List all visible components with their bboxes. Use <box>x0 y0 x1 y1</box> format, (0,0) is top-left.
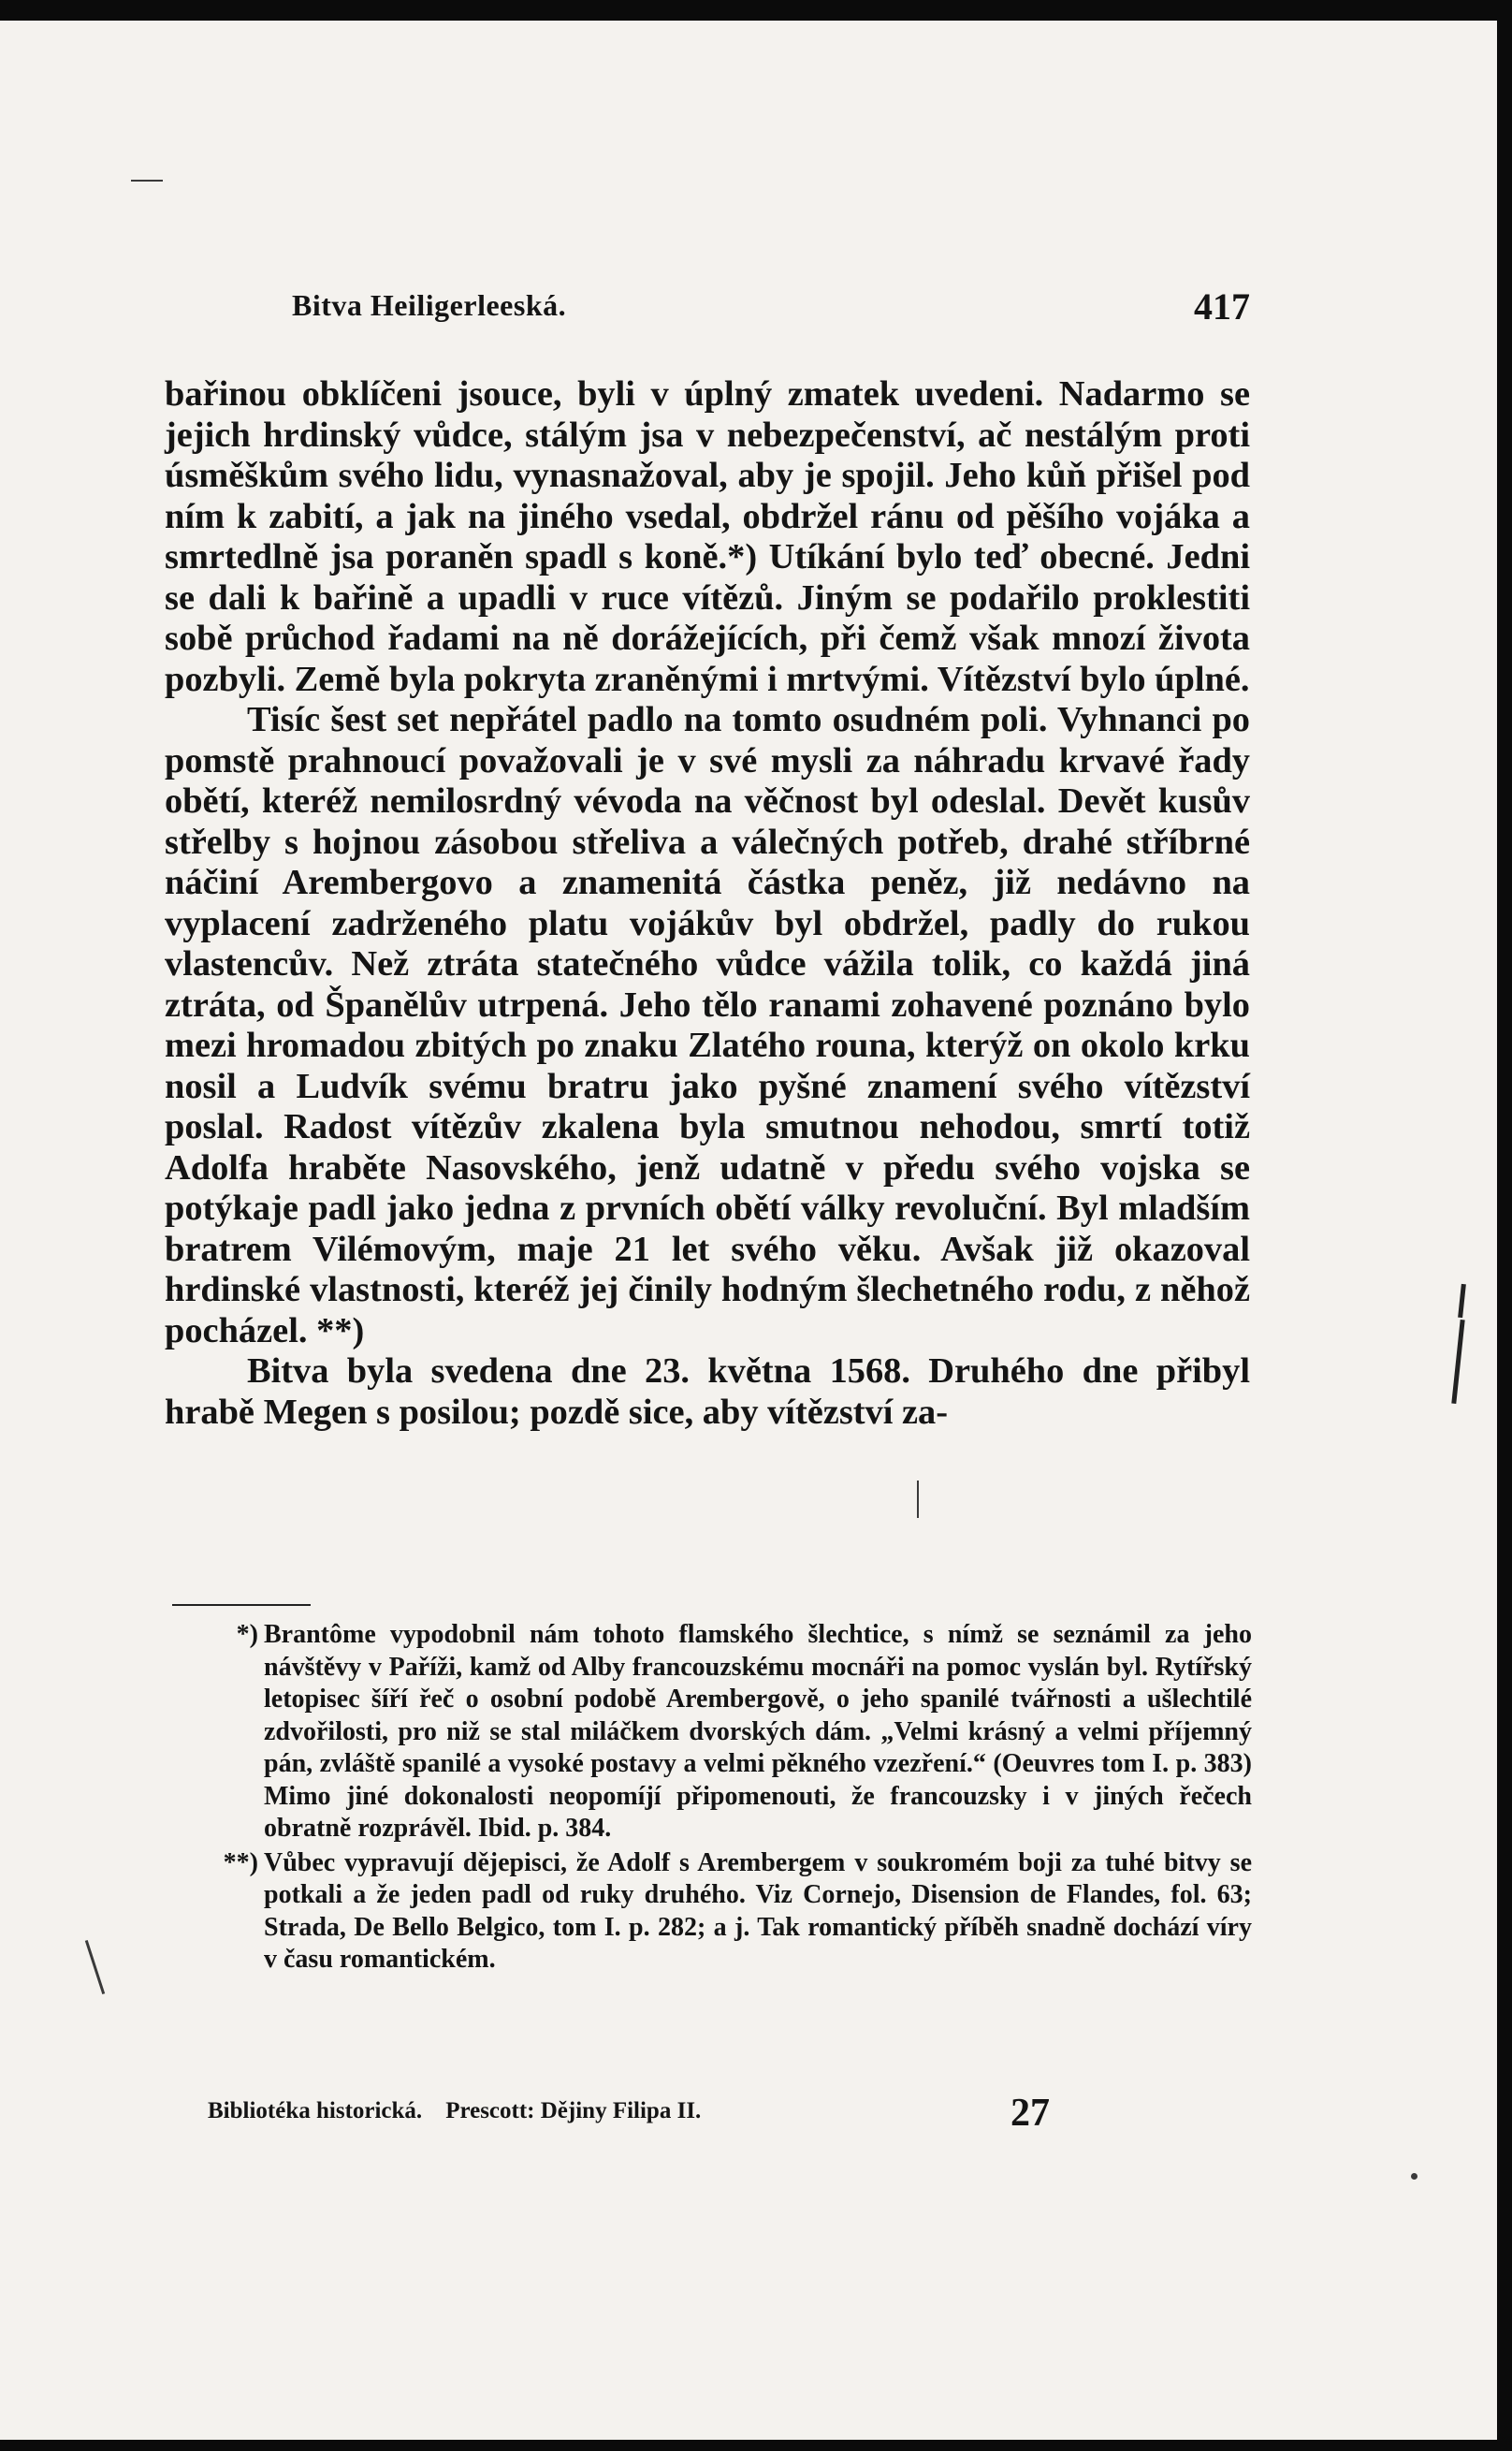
footnote-mark: *) <box>236 1620 258 1649</box>
page-footer <box>208 2091 1069 2137</box>
footnote-mark: **) <box>223 1847 258 1877</box>
scan-speck <box>131 180 163 182</box>
book-page <box>0 21 1497 2440</box>
footnote-rule <box>172 1604 311 1606</box>
running-title: Bitva Heiligerleeská. <box>292 288 567 322</box>
page-header <box>292 271 1250 328</box>
paragraph: bařinou obklíčeni jsouce, byli v úplný zmatek uvedeni. Nadarmo se jejich hrdinský vůdce, stálým jsa v nebezpečenství, ač nestálým proti úsměškům svého lidu, vynasnažoval, aby je spojil. Jeho kůň přišel pod ním k zabití, a jak na jiného vsedal, obdržel ránu od pěšího vojáka a smrtedlně jsa poraněn spadl s koně.*) Utíkání bylo teď obecné. Jedni se dali k bařině a upadli v ruce vítězů. Jiným se podařilo proklestiti sobě průchod řadami na ně dorážejících, při čemž však mnozí života pozbyli. Země byla pokryta zraněnými i mrtvými. Vítězství bylo úplné. <box>165 374 1250 699</box>
footnote <box>200 1619 1252 1846</box>
scan-speck <box>917 1481 919 1518</box>
paragraph: Bitva byla svedena dne 23. května 1568. Druhého dne přibyl hrabě Megen s posilou; pozdě sice, aby vítězství za- <box>165 1351 1250 1432</box>
main-text <box>165 374 1250 1433</box>
page-number: 417 <box>1194 285 1250 328</box>
footnote <box>200 1847 1252 1977</box>
paragraph: Tisíc šest set nepřátel padlo na tomto osudném poli. Vyhnanci po pomstě prahnoucí považovali je v své mysli za náhradu krvavé řady obětí, kteréž nemilosrdný vévoda na věčnost byl odeslal. Devět kusův střelby s hojnou zásobou střeliva a válečných potřeb, drahé stříbrné náčiní Arembergovo a znamenitá částka peněz, již nedávno na vyplacení zadrženého platu vojákův byl obdržel, padly do rukou vlastencův. Než ztráta statečného vůdce vážila tolik, co každá jiná ztráta, od Španělův utrpená. Jeho tělo ranami zohavené poznáno bylo mezi hromadou zbitých po znaku Zlatého rouna, kterýž on okolo krku nosil a Ludvík svému bratru jako pyšné znamení svého vítězství poslal. Radost vítězův zkalena byla smutnou nehodou, smrtí totiž Adolfa hraběte Nasovského, jenž udatně v předu svého vojska se potýkaje padl jako jedna z prvních obětí války revoluční. Byl mladším bratrem Vilémovým, maje 21 let svého věku. Avšak již okazoval hrdinské vlastnosti, kteréž jej činily hodným šlechetného rodu, z něhož pocházel. **) <box>165 700 1250 1350</box>
footer-imprint <box>208 2098 701 2124</box>
footnote-text: Vůbec vypravují dějepisci, že Adolf s Arembergem v soukromém boji za tuhé bitvy se potkali a že jeden padl od ruky druhého. Viz Cornejo, Disension de Flandes, fol. 63; Strada, De Bello Belgico, tom I. p. 282; a j. Tak romantický příběh snadně dochází víry v času romantickém. <box>264 1847 1252 1974</box>
series-name: Bibliotéka historická. <box>208 2098 423 2123</box>
margin-pencil-mark <box>1458 1284 1466 1318</box>
signature-number: 27 <box>1010 2092 1050 2135</box>
scan-speck <box>1411 2173 1418 2180</box>
scan-speck <box>85 1940 105 1994</box>
footnotes <box>200 1619 1252 1978</box>
margin-pencil-mark <box>1451 1320 1464 1404</box>
author-title: Prescott: Dějiny Filipa II. <box>445 2098 702 2123</box>
footnote-text: Brantôme vypodobnil nám tohoto flamského šlechtice, s nímž se seznámil za jeho návštěvy v Paříži, kamž od Alby francouzskému mocnáři na pomoc vyslán byl. Rytířský letopisec šíří řeč o osobní podobě Arembergově, o jeho spanilé tvářnosti a ušlechtilé zdvořilosti, pro niž se stal miláčkem dvorských dám. „Velmi krásný a velmi příjemný pán, zvláště spanilé a vysoké postavy a velmi pěkného vzezření.“ (Oeuvres tom I. p. 383) Mimo jiné dokonalosti neopomíjí připomenouti, že francouzsky i v jiných řečech obratně rozprávěl. Ibid. p. 384. <box>264 1620 1252 1843</box>
